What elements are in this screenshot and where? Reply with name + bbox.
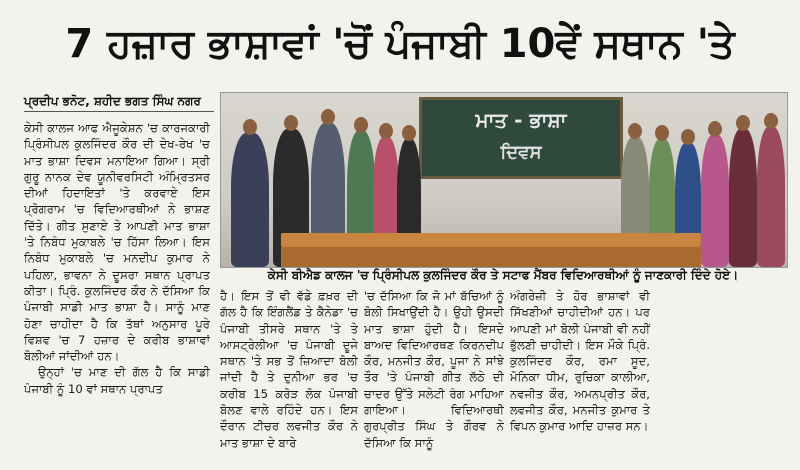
photo-caption: ਕੇਸੀ ਬੀਐਡ ਕਾਲਜ 'ਚ ਪ੍ਰਿੰਸੀਪਲ ਕੁਲਜਿੰਦਰ ਕੌਰ ਤੇ ਸਟਾਫ ਮੈਂਬਰ ਵਿਦਿਆਰਥੀਆਂ ਨੂੰ ਜਾਣਕਾਰੀ ਦਿੰਦੇ ਹੋਏ।: [267, 268, 739, 282]
person-head: [655, 125, 669, 141]
person-head: [243, 119, 257, 135]
person-head: [764, 113, 778, 129]
article-paragraph: ਹੈ। ਇਸ ਤੋਂ ਵੀ ਵੱਡੇ ਫ਼ਖ਼ਰ ਦੀ ਗੱਲ ਹੈ ਕਿ ਇੰਗਲੈਂਡ ਤੇ ਕੈਨੇਡਾ 'ਚ ਪੰਜਾਬੀ ਤੀਸਰੇ ਸਥਾਨ 'ਤੇ ਤੇ ਆਸਟ੍ਰੇਲੀਆ 'ਚ ਪੰਜਾਬੀ ਦੂਜੇ ਸਥਾਨ 'ਤੇ ਸਭ ਤੋਂ ਜ਼ਿਆਦਾ ਬੋਲੀ ਜਾਂਦੀ ਹੈ ਤੇ ਦੁਨੀਆ ਭਰ 'ਚ ਕਰੀਬ 15 ਕਰੋੜ ਲੋਕ ਪੰਜਾਬੀ ਬੋਲਣ ਵਾਲੇ ਰਹਿੰਦੇ ਹਨ। ਇਸ ਦੌਰਾਨ ਟੀਚਰ ਲਵਜੀਤ ਕੌਰ ਨੇ ਮਾਤ ਭਾਸ਼ਾ ਦੇ ਬਾਰੇ: [220, 289, 358, 450]
person-figure: [231, 133, 269, 267]
table-front: [281, 247, 701, 267]
article-paragraph: ਅੰਗਰੇਜ਼ੀ ਤੇ ਹੋਰ ਭਾਸ਼ਾਵਾਂ ਵੀ ਸਿੱਖਣੀਆਂ ਚਾਹੀਦੀਆਂ ਹਨ। ਪਰ ਆਪਣੀ ਮਾਂ ਬੋਲੀ ਪੰਜਾਬੀ ਵੀ ਨਹੀਂ ਭੁੱਲਣੀ ਚਾਹੀਦੀ। ਇਸ ਮੌਕੇ ਪ੍ਰਿੰ. ਕੁਲਜਿੰਦਰ ਕੌਰ, ਰਮਾ ਸੂਦ, ਮੋਨਿਕਾ ਧੀਮ, ਰੁਚਿਕਾ ਕਾਲੀਆ, ਨਵਜੀਤ ਕੌਰ, ਅਮਨਪ੍ਰੀਤ ਕੌਰ, ਲਵਜੀਤ ਕੌਰ, ਮਨਜੀਤ ਕੁਮਾਰ ਤੇ ਵਿਪਨ ਕੁਮਾਰ ਆਦਿ ਹਾਜ਼ਰ ਸਨ।: [510, 289, 650, 434]
byline: ਪ੍ਰਦੀਪ ਭਨੋਟ, ਸ਼ਹੀਦ ਭਗਤ ਸਿੰਘ ਨਗਰ: [24, 94, 214, 112]
article-column-2: [220, 288, 358, 466]
article-paragraph: ਉਨ੍ਹਾਂ 'ਚ ਮਾਣ ਦੀ ਗੱਲ ਹੈ ਕਿ ਸਾਡੀ ਪੰਜਾਬੀ ਨੂੰ 10 ਵਾਂ ਸਥਾਨ ਪ੍ਰਾਪਤ: [24, 365, 210, 396]
article-paragraph: ਕੇਸੀ ਕਾਲਜ ਆਫ ਐਜੂਕੇਸ਼ਨ 'ਚ ਕਾਰਜਕਾਰੀ ਪ੍ਰਿੰਸੀਪਲ ਕੁਲਜਿੰਦਰ ਕੌਰ ਦੀ ਦੇਖ-ਰੇਖ 'ਚ ਮਾਤ ਭਾਸ਼ਾ ਦਿਵਸ ਮਨਾਇਆ ਗਿਆ। ਸ੍ਰੀ ਗੁਰੂ ਨਾਨਕ ਦੇਵ ਯੂਨੀਵਰਸਿਟੀ ਅੰਮ੍ਰਿਤਸਰ ਦੀਆਂ ਹਿਦਾਇਤਾਂ 'ਤੇ ਕਰਵਾਏ ਇਸ ਪ੍ਰੋਗਰਾਮ 'ਚ ਵਿਦਿਆਰਥੀਆਂ ਨੇ ਭਾਸ਼ਣ ਦਿੱਤੇ। ਗੀਤ ਸੁਣਾਏ ਤੇ ਆਪਣੀ ਮਾਤ ਭਾਸ਼ਾ 'ਤੇ ਨਿਬੰਧ ਮੁਕਾਬਲੇ 'ਚ ਹਿੱਸਾ ਲਿਆ। ਇਸ ਨਿਬੰਧ ਮੁਕਾਬਲੇ 'ਚ ਮਨਦੀਪ ਕੁਮਾਰ ਨੇ ਪਹਿਲਾ, ਭਾਵਨਾ ਨੇ ਦੂਸਰਾ ਸਥਾਨ ਪ੍ਰਾਪਤ ਕੀਤਾ। ਪ੍ਰਿੰ. ਕੁਲਜਿੰਦਰ ਕੌਰ ਨੇ ਦੱਸਿਆ ਕਿ ਪੰਜਾਬੀ ਸਾਡੀ ਮਾਤ ਭਾਸ਼ਾ ਹੈ। ਸਾਨੂੰ ਮਾਣ ਹੋਣਾ ਚਾਹੀਦਾ ਹੈ ਕਿ ਤੱਥਾਂ ਅਨੁਸਾਰ ਪੂਰੇ ਵਿਸ਼ਵ 'ਚ 7 ਹਜ਼ਾਰ ਦੇ ਕਰੀਬ ਭਾਸ਼ਾਵਾਂ ਬੋਲੀਆਂ ਜਾਂਦੀਆਂ ਹਨ।: [24, 121, 210, 364]
article-column-3: [364, 288, 504, 466]
article-paragraph: 'ਚ ਦੱਸਿਆ ਕਿ ਜੋ ਮਾਂ ਬੱਚਿਆਂ ਨੂੰ ਬੋਲੀ ਸਿਖਾਉਂਦੀ ਹੈ। ਉਹੀ ਉਸਦੀ ਮਾਤ ਭਾਸ਼ਾ ਹੁੰਦੀ ਹੈ। ਇਸਦੇ ਬਾਅਦ ਵਿਦਿਆਰਥਣ ਕਿਰਨਦੀਪ ਕੌਰ, ਮਨਜੀਤ ਕੌਰ, ਪੂਜਾ ਨੇ ਸਾਂਝੇ ਤੌਰ 'ਤੇ ਪੰਜਾਬੀ ਗੀਤ ਲੱਠੇ ਦੀ ਚਾਦਰ ਉੱਤੇ ਸਲੇਟੀ ਰੰਗ ਮਾਹਿਆ ਗਾਇਆ। ਵਿਦਿਆਰਥੀ ਗੁਰਪ੍ਰੀਤ ਸਿੰਘ ਤੇ ਗੌਰਵ ਨੇ ਦੱਸਿਆ ਕਿ ਸਾਨੂੰ: [364, 289, 504, 450]
person-head: [402, 125, 416, 141]
person-head: [284, 115, 298, 131]
person-head: [708, 121, 722, 137]
blackboard-text: ਮਾਤ - ਭਾਸ਼ਾ: [475, 108, 567, 132]
article-column-4: [510, 288, 650, 466]
blackboard: [419, 97, 623, 179]
person-figure: [701, 135, 729, 267]
person-figure: [757, 127, 785, 267]
person-head: [321, 109, 335, 125]
news-photo: [220, 92, 788, 268]
headline: 7 ਹਜ਼ਾਰ ਭਾਸ਼ਾਵਾਂ 'ਚੋਂ ਪੰਜਾਬੀ 10ਵੇਂ ਸਥਾਨ 'ਤੇ: [65, 21, 735, 67]
person-head: [379, 123, 393, 139]
person-head: [628, 123, 642, 139]
blackboard-text: ਦਿਵਸ: [500, 142, 542, 163]
person-head: [681, 129, 695, 145]
table: [281, 233, 701, 247]
person-head: [354, 117, 368, 133]
person-figure: [729, 129, 757, 267]
article-column-1: [24, 120, 210, 466]
person-head: [736, 115, 750, 131]
